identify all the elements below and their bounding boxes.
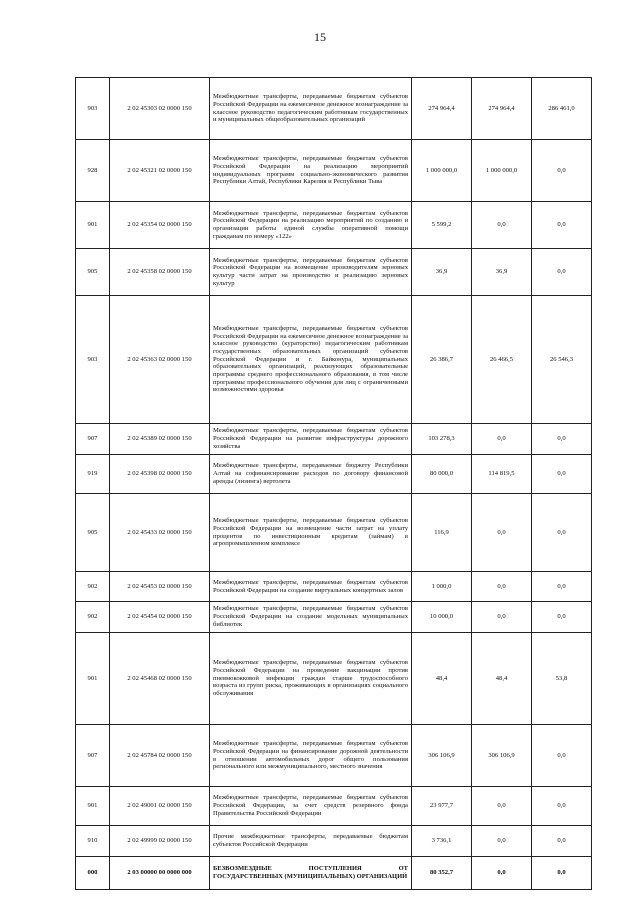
amount-year2-cell: 0,0 <box>472 787 532 826</box>
amount-year3-cell: 0,0 <box>532 249 592 296</box>
table-row <box>76 424 592 455</box>
revenue-name-cell: Межбюджетные трансферты, передаваемые бюджетам субъектов Российской Федерации на возмещение производителям зерновых культур части затрат на производство и реализацию зерновых культур <box>210 249 412 296</box>
budget-code-cell: 2 02 49001 02 0000 150 <box>110 787 210 826</box>
admin-code-cell: 910 <box>76 826 110 857</box>
amount-year2-cell: 36,9 <box>472 249 532 296</box>
amount-year2-cell: 48,4 <box>472 633 532 725</box>
amount-year1-cell: 1 000 000,0 <box>412 140 472 202</box>
revenue-name-cell: Межбюджетные трансферты, передаваемые бюджетам субъектов Российской Федерации на ежемесячное денежное вознаграждение за классное руководство (кураторство) педагогическим работникам государственных образовательных организаций субъектов Российской Федерации и г. Байконура, муниципальных образовательных организаций, реализующих образовательные программы среднего профессионального образования, в том числе программы профессионального обучения для лиц с ограниченными возможностями здоровья <box>210 296 412 424</box>
admin-code-cell: 901 <box>76 202 110 249</box>
budget-code-cell: 2 03 00000 00 0000 000 <box>110 857 210 890</box>
amount-year2-cell: 0,0 <box>472 826 532 857</box>
admin-code-cell: 902 <box>76 572 110 602</box>
amount-year1-cell: 5 599,2 <box>412 202 472 249</box>
admin-code-cell: 903 <box>76 78 110 140</box>
amount-year2-cell: 0,0 <box>472 494 532 572</box>
table-row <box>76 249 592 296</box>
table-row <box>76 78 592 140</box>
amount-year1-cell: 10 000,0 <box>412 602 472 633</box>
budget-code-cell: 2 02 45398 02 0000 150 <box>110 455 210 494</box>
amount-year2-cell: 1 000 000,0 <box>472 140 532 202</box>
amount-year1-cell: 80 352,7 <box>412 857 472 890</box>
budget-code-cell: 2 02 45303 02 0000 150 <box>110 78 210 140</box>
amount-year3-cell: 26 546,3 <box>532 296 592 424</box>
amount-year1-cell: 274 964,4 <box>412 78 472 140</box>
revenue-name-cell: Межбюджетные трансферты, передаваемые бюджетам субъектов Российской Федерации на создание модельных муниципальных библиотек <box>210 602 412 633</box>
amount-year2-cell: 274 964,4 <box>472 78 532 140</box>
budget-code-cell: 2 02 45433 02 0000 150 <box>110 494 210 572</box>
amount-year3-cell: 0,0 <box>532 787 592 826</box>
admin-code-cell: 928 <box>76 140 110 202</box>
amount-year3-cell: 286 461,0 <box>532 78 592 140</box>
table-row <box>76 602 592 633</box>
amount-year1-cell: 116,9 <box>412 494 472 572</box>
amount-year3-cell: 53,8 <box>532 633 592 725</box>
table-row <box>76 140 592 202</box>
amount-year3-cell: 0,0 <box>532 140 592 202</box>
amount-year1-cell: 80 000,0 <box>412 455 472 494</box>
revenue-name-cell: Межбюджетные трансферты, передаваемые бюджетам субъектов Российской Федерации на ежемесячное денежное вознаграждение за классное руководство педагогическим работникам государственных и муниципальных общеобразовательных организаций <box>210 78 412 140</box>
admin-code-cell: 905 <box>76 249 110 296</box>
admin-code-cell: 907 <box>76 725 110 787</box>
amount-year2-cell: 306 106,9 <box>472 725 532 787</box>
budget-code-cell: 2 02 45354 02 0000 150 <box>110 202 210 249</box>
revenue-name-cell: Межбюджетные трансферты, передаваемые бюджетам субъектов Российской Федерации на реализацию мероприятий по созданию и организации работы единой службы оперативной помощи гражданам по номеру «122» <box>210 202 412 249</box>
revenue-name-cell: БЕЗВОЗМЕЗДНЫЕ ПОСТУПЛЕНИЯ ОТ ГОСУДАРСТВЕННЫХ (МУНИЦИПАЛЬНЫХ) ОРГАНИЗАЦИЙ <box>210 857 412 890</box>
table-row <box>76 494 592 572</box>
budget-code-cell: 2 02 45784 02 0000 150 <box>110 725 210 787</box>
amount-year2-cell: 26 466,5 <box>472 296 532 424</box>
revenue-name-cell: Межбюджетные трансферты, передаваемые бюджету Республики Алтай на софинансирование расходов по договору финансовой аренды (лизинга) вертолета <box>210 455 412 494</box>
amount-year3-cell: 0,0 <box>532 494 592 572</box>
amount-year3-cell: 0,0 <box>532 602 592 633</box>
revenue-name-cell: Межбюджетные трансферты, передаваемые бюджетам субъектов Российской Федерации, за счет средств резервного фонда Правительства Российской Федерации <box>210 787 412 826</box>
amount-year1-cell: 306 106,9 <box>412 725 472 787</box>
admin-code-cell: 919 <box>76 455 110 494</box>
admin-code-cell: 000 <box>76 857 110 890</box>
admin-code-cell: 905 <box>76 494 110 572</box>
budget-code-cell: 2 02 45453 02 0000 150 <box>110 572 210 602</box>
budget-code-cell: 2 02 45389 02 0000 150 <box>110 424 210 455</box>
amount-year3-cell: 0,0 <box>532 572 592 602</box>
revenue-name-cell: Межбюджетные трансферты, передаваемые бюджетам субъектов Российской Федерации на реализацию мероприятий индивидуальных программ социально-экономического развития Республики Алтай, Республики Карелия и Республики Тыва <box>210 140 412 202</box>
revenue-name-cell: Прочие межбюджетные трансферты, передаваемые бюджетам субъектов Российской Федерации <box>210 826 412 857</box>
admin-code-cell: 907 <box>76 424 110 455</box>
amount-year2-cell: 0,0 <box>472 602 532 633</box>
revenue-name-cell: Межбюджетные трансферты, передаваемые бюджетам субъектов Российской Федерации на развитие инфраструктуры дорожного хозяйства <box>210 424 412 455</box>
amount-year2-cell: 114 819,5 <box>472 455 532 494</box>
revenue-name-cell: Межбюджетные трансферты, передаваемые бюджетам субъектов Российской Федерации на проведение вакцинации против пневмококковой инфекции граждан старше трудоспособного возраста из групп риска, проживающих в организациях социального обслуживания <box>210 633 412 725</box>
amount-year3-cell: 0,0 <box>532 424 592 455</box>
amount-year1-cell: 36,9 <box>412 249 472 296</box>
admin-code-cell: 902 <box>76 602 110 633</box>
page-number: 15 <box>314 30 326 44</box>
revenue-table <box>75 77 592 890</box>
amount-year1-cell: 23 977,7 <box>412 787 472 826</box>
admin-code-cell: 901 <box>76 633 110 725</box>
amount-year3-cell: 0,0 <box>532 202 592 249</box>
amount-year2-cell: 0,0 <box>472 424 532 455</box>
amount-year3-cell: 0,0 <box>532 455 592 494</box>
table-row <box>76 202 592 249</box>
amount-year1-cell: 103 278,3 <box>412 424 472 455</box>
table-row <box>76 296 592 424</box>
budget-code-cell: 2 02 45358 02 0000 150 <box>110 249 210 296</box>
revenue-name-cell: Межбюджетные трансферты, передаваемые бюджетам субъектов Российской Федерации на финансирование дорожной деятельности в отношении автомобильных дорог общего пользования регионального или межмуниципального, местного значения <box>210 725 412 787</box>
table-row <box>76 572 592 602</box>
budget-code-cell: 2 02 45321 02 0000 150 <box>110 140 210 202</box>
budget-code-cell: 2 02 45363 02 0000 150 <box>110 296 210 424</box>
amount-year3-cell: 0,0 <box>532 857 592 890</box>
revenue-name-cell: Межбюджетные трансферты, передаваемые бюджетам субъектов Российской Федерации на создание виртуальных концертных залов <box>210 572 412 602</box>
table-row <box>76 826 592 857</box>
amount-year1-cell: 3 736,1 <box>412 826 472 857</box>
budget-code-cell: 2 02 45468 02 0000 150 <box>110 633 210 725</box>
admin-code-cell: 903 <box>76 296 110 424</box>
amount-year2-cell: 0,0 <box>472 202 532 249</box>
amount-year2-cell: 0,0 <box>472 572 532 602</box>
table-row <box>76 787 592 826</box>
total-row <box>76 857 592 890</box>
revenue-name-cell: Межбюджетные трансферты, передаваемые бюджетам субъектов Российской Федерации на возмещение части затрат на уплату процентов по инвестиционным кредитам (займам) в агропромышленном комплексе <box>210 494 412 572</box>
amount-year1-cell: 48,4 <box>412 633 472 725</box>
amount-year1-cell: 26 386,7 <box>412 296 472 424</box>
table-row <box>76 633 592 725</box>
amount-year2-cell: 0,0 <box>472 857 532 890</box>
budget-code-cell: 2 02 49999 02 0000 150 <box>110 826 210 857</box>
amount-year1-cell: 1 000,0 <box>412 572 472 602</box>
table-row <box>76 455 592 494</box>
budget-code-cell: 2 02 45454 02 0000 150 <box>110 602 210 633</box>
amount-year3-cell: 0,0 <box>532 725 592 787</box>
amount-year3-cell: 0,0 <box>532 826 592 857</box>
admin-code-cell: 901 <box>76 787 110 826</box>
table-row <box>76 725 592 787</box>
